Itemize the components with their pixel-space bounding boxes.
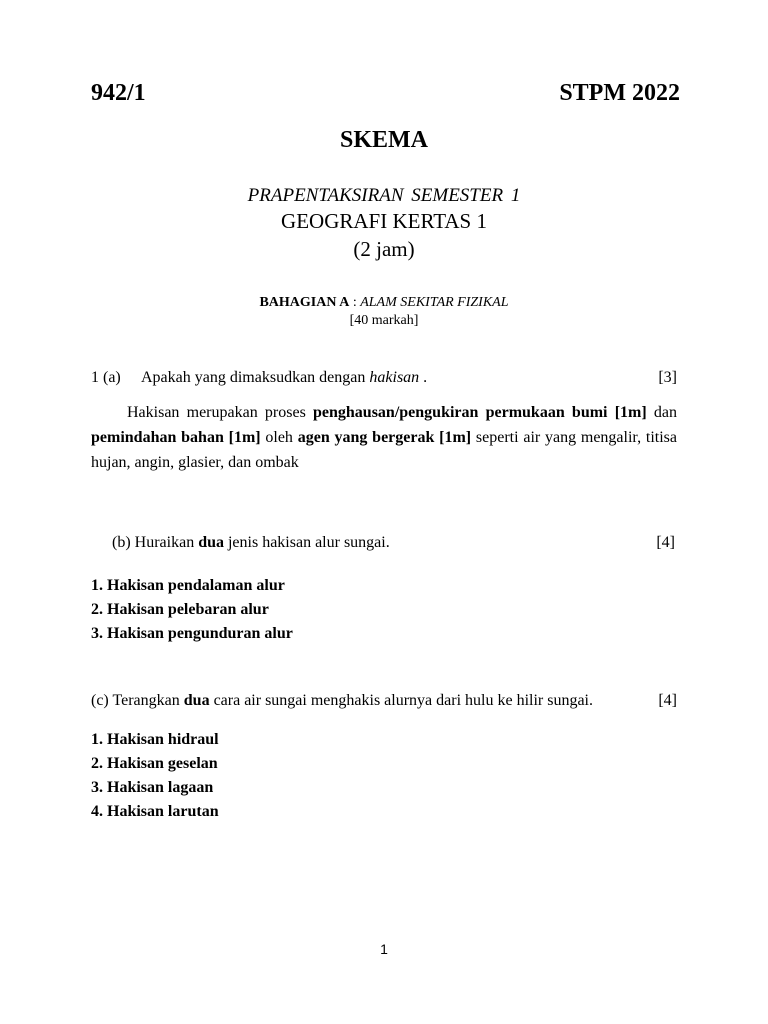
question-1a-marks: [3] xyxy=(658,369,677,386)
section-heading xyxy=(0,294,768,312)
assessment-subtitle: PRAPENTAKSIRAN SEMESTER 1 xyxy=(247,185,521,206)
answer-keypoint: agen yang bergerak [1m] xyxy=(297,429,472,446)
answer-text: Hakisan merupakan proses xyxy=(127,404,313,421)
paper-name: GEOGRAFI KERTAS 1 xyxy=(281,209,487,233)
question-keyword: dua xyxy=(183,692,210,709)
question-text: (c) Terangkan xyxy=(91,692,184,709)
question-1b-marks: [4] xyxy=(656,534,675,551)
question-text: (b) Huraikan xyxy=(112,534,199,551)
answer-item: 4. Hakisan larutan xyxy=(91,803,219,820)
question-1b xyxy=(112,532,390,554)
section-marks: [40 markah] xyxy=(349,313,419,328)
question-text-end: . xyxy=(419,369,428,386)
page-number: 1 xyxy=(380,941,388,957)
answer-item: 1. Hakisan hidraul xyxy=(91,731,219,748)
answer-keypoint: penghausan/pengukiran permukaan bumi [1m] xyxy=(313,404,647,421)
answer-text: seperti air yang mengalir, titisa hujan, angin, glasier, dan ombak xyxy=(91,429,677,471)
answer-text: dan xyxy=(646,404,678,421)
question-keyword: dua xyxy=(198,534,224,551)
question-text-end: jenis hakisan alur sungai. xyxy=(223,534,390,551)
exam-year: STPM 2022 xyxy=(559,80,680,106)
paper-duration: (2 jam) xyxy=(353,237,415,261)
question-keyword: hakisan xyxy=(369,369,420,386)
question-1c-marks: [4] xyxy=(658,692,677,709)
answer-text: oleh xyxy=(260,429,298,446)
question-number: 1 (a) xyxy=(91,369,121,386)
question-1c xyxy=(91,690,593,712)
section-name: ALAM SEKITAR FIZIKAL xyxy=(360,295,509,310)
answer-1a xyxy=(91,400,677,475)
answer-1b-list xyxy=(91,574,293,646)
question-1a xyxy=(91,367,427,389)
answer-keypoint: pemindahan bahan [1m] xyxy=(91,429,261,446)
answer-item: 3. Hakisan pengunduran alur xyxy=(91,625,293,642)
answer-item: 2. Hakisan geselan xyxy=(91,755,218,772)
question-text-end: cara air sungai menghakis alurnya dari hulu ke hilir sungai. xyxy=(209,692,593,709)
section-label: BAHAGIAN A xyxy=(259,295,350,310)
answer-item: 2. Hakisan pelebaran alur xyxy=(91,601,269,618)
answer-item: 1. Hakisan pendalaman alur xyxy=(91,577,285,594)
question-text: Apakah yang dimaksudkan dengan xyxy=(141,369,370,386)
document-title: SKEMA xyxy=(339,127,428,153)
answer-item: 3. Hakisan lagaan xyxy=(91,779,214,796)
section-separator: : xyxy=(349,295,361,310)
answer-1c-list xyxy=(91,728,219,824)
paper-code: 942/1 xyxy=(91,80,146,106)
